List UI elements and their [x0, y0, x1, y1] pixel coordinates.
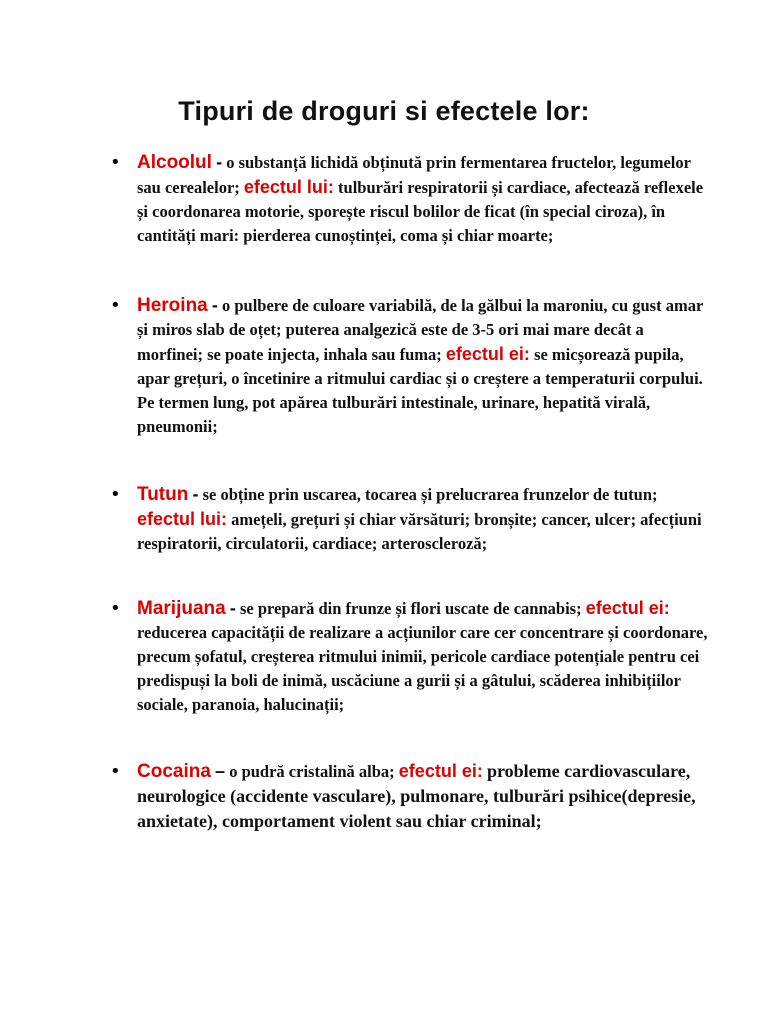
bullet-icon: •	[110, 152, 121, 173]
drug-description: o pudră cristalină alba;	[229, 762, 395, 781]
bullet-icon: •	[110, 598, 121, 619]
drug-name: Alcoolul	[137, 152, 212, 173]
drug-description: se obține prin uscarea, tocarea și prelucrarea frunzelor de tutun;	[202, 485, 658, 504]
drug-effects: se micșorează pupila, apar grețuri, o încetinire a ritmului cardiac și o creștere a temperaturii corpului. Pe termen lung, pot apărea tulburări intestinale, urinare, hepatită virală, pneumonii;	[137, 345, 703, 436]
drug-effects: reducerea capacității de realizare a acțiunilor care cer concentrare și coordonare, precum șofatul, creșterea ritmului inimii, pericole cardiace potențiale pentru cei predispuși la boli de inimă, uscăciune a gurii și a gâtului, scăderea inhibițiilor sociale, paranoia, halucinații;	[137, 623, 708, 714]
bullet-icon: •	[110, 761, 121, 782]
bullet-icon: •	[110, 484, 121, 505]
drug-description: se prepară din frunze și flori uscate de cannabis;	[239, 599, 582, 618]
separator: -	[216, 152, 223, 172]
list-item-cocaina	[110, 759, 710, 834]
list-item-tutun	[110, 482, 710, 556]
list-item-marijuana	[110, 596, 710, 717]
separator: -	[192, 484, 199, 504]
separator: -	[211, 295, 218, 315]
separator: –	[215, 761, 226, 781]
drug-name: Tutun	[137, 484, 189, 505]
drug-name: Cocaina	[137, 761, 211, 782]
list-item-heroina	[110, 293, 710, 439]
effect-label: efectul ei:	[585, 598, 670, 618]
drug-description: o substanță lichidă obținută prin fermentarea fructelor, legumelor sau cerealelor;	[137, 153, 691, 197]
drug-effects: tulburări respiratorii și cardiace, afectează reflexele și coordonarea motorie, sporește riscul bolilor de ficat (în special ciroza), în cantități mari: pierderea cunoștinței, coma și chiar moarte;	[137, 178, 704, 245]
effect-label: efectul lui:	[243, 177, 334, 197]
drug-effects: probleme cardiovasculare, neurologice (accidente vasculare), pulmonare, tulburări psihice(depresie, anxietate), comportament violent sau chiar criminal;	[137, 761, 696, 831]
effect-label: efectul ei:	[445, 344, 530, 364]
effect-label: efectul ei:	[398, 761, 483, 781]
page-title: Tipuri de droguri si efectele lor:	[178, 96, 590, 126]
drug-name: Marijuana	[137, 598, 226, 619]
drug-name: Heroina	[137, 295, 208, 316]
list-item-alcoolul	[110, 150, 710, 248]
drug-effects: amețeli, grețuri și chiar vărsături; bronșite; cancer, ulcer; afecțiuni respiratorii, circulatorii, cardiace; arteroscleroză;	[137, 510, 702, 553]
separator: -	[229, 598, 236, 618]
effect-label: efectul lui:	[137, 509, 228, 529]
drug-description: o pulbere de culoare variabilă, de la gălbui la maroniu, cu gust amar și miros slab de oțet; puterea analgezică este de 3-5 ori mai mare decât a morfinei; se poate injecta, inhala sau fuma;	[137, 296, 703, 364]
bullet-icon: •	[110, 295, 121, 316]
